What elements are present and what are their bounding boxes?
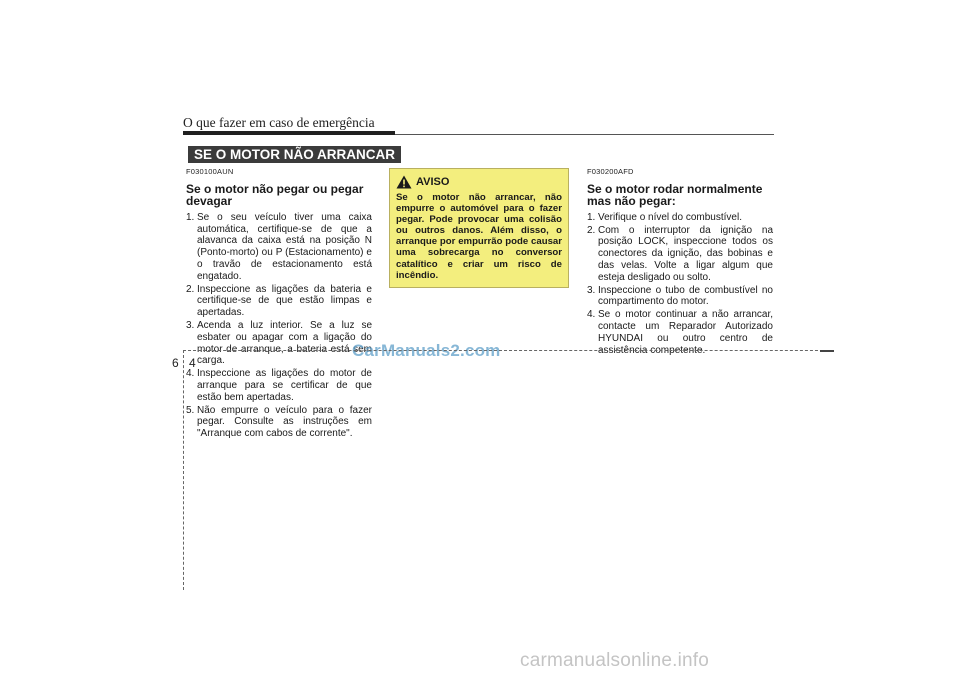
- item-text: Não empurre o veículo para o fazer pegar. Consulte as instruções em "Arranque com cabos de corrente".: [197, 404, 372, 440]
- footer-rule: [183, 350, 833, 351]
- item-number: 1.: [587, 211, 596, 223]
- item-text: Inspeccione o tubo de combustível no compartimento do motor.: [598, 284, 773, 308]
- item-text: Se o seu veículo tiver uma caixa automática, certifique-se de que a alavanca da caixa está na posição N (Ponto-morto) ou P (Estacionamento) e o travão de estacionamento está engatado.: [197, 211, 372, 282]
- item-number: 4.: [186, 368, 195, 380]
- list-item: [186, 320, 372, 367]
- item-number: 1.: [186, 211, 195, 223]
- list-item: [186, 405, 372, 440]
- right-section-title: Se o motor rodar normalmente mas não pegar:: [587, 181, 763, 208]
- item-text: Acenda a luz interior. Se a luz se esbater ou apagar com a ligação do motor de arranque, a bateria está sem carga.: [197, 319, 372, 367]
- header-rule-thick: [183, 131, 395, 135]
- list-item: [186, 212, 372, 283]
- warning-header: [396, 175, 562, 189]
- list-item: [186, 284, 372, 319]
- left-section-title: Se o motor não pegar ou pegar devagar: [186, 181, 364, 208]
- warning-text: Se o motor não arrancar, não empurre o automóvel para o fazer pegar. Pode provocar uma colisão ou outros danos. Além disso, o arranque por empurrão pode causar uma sobrecarga no conversor catalítico e criar um risco de incêndio.: [396, 192, 562, 281]
- watermark: CarManuals2.com: [352, 341, 501, 360]
- item-text: Inspeccione as ligações da bateria e certifique-se de que estão limpas e apertadas.: [197, 283, 372, 319]
- section-heading: SE O MOTOR NÃO ARRANCAR: [188, 146, 401, 163]
- warning-title: AVISO: [416, 176, 450, 188]
- list-item: [587, 225, 773, 284]
- warning-triangle-icon: [396, 175, 412, 189]
- site-footer-text: carmanualsonline.info: [520, 650, 710, 671]
- warning-box: [389, 168, 569, 288]
- item-text: Verifique o nível do combustível.: [598, 211, 742, 223]
- left-steps-list: [186, 212, 372, 440]
- page-number: 4: [189, 356, 196, 370]
- right-column: [587, 166, 773, 357]
- footer-vertical-rule: [183, 350, 184, 590]
- right-steps-list: [587, 212, 773, 357]
- item-number: 4.: [587, 309, 596, 321]
- list-item: [587, 212, 773, 224]
- left-section-code: F030100AUN: [186, 167, 234, 176]
- item-text: Se o motor continuar a não arrancar, contacte um Reparador Autorizado HYUNDAI ou outro centro de assistência competente.: [598, 309, 773, 356]
- item-number: 2.: [587, 224, 596, 236]
- right-section-code: F030200AFD: [587, 167, 634, 176]
- footer-mark: [820, 350, 834, 352]
- header-rule-thin: [395, 134, 774, 135]
- chapter-number: 6: [172, 356, 179, 370]
- item-number: 2.: [186, 283, 195, 295]
- chapter-title: O que fazer em caso de emergência: [183, 115, 375, 130]
- item-number: 3.: [587, 284, 596, 296]
- left-column: [186, 166, 372, 441]
- list-item: [587, 285, 773, 309]
- item-number: 3.: [186, 319, 195, 331]
- item-text: Com o interruptor da ignição na posição LOCK, inspeccione todos os conectores da ignição, das bobinas e das velas. Volte a ligar algum que esteja desligado ou solto.: [598, 224, 773, 283]
- list-item: [186, 368, 372, 403]
- item-text: Inspeccione as ligações do motor de arranque para se certificar de que estão bem apertadas.: [197, 368, 372, 403]
- item-number: 5.: [186, 404, 195, 416]
